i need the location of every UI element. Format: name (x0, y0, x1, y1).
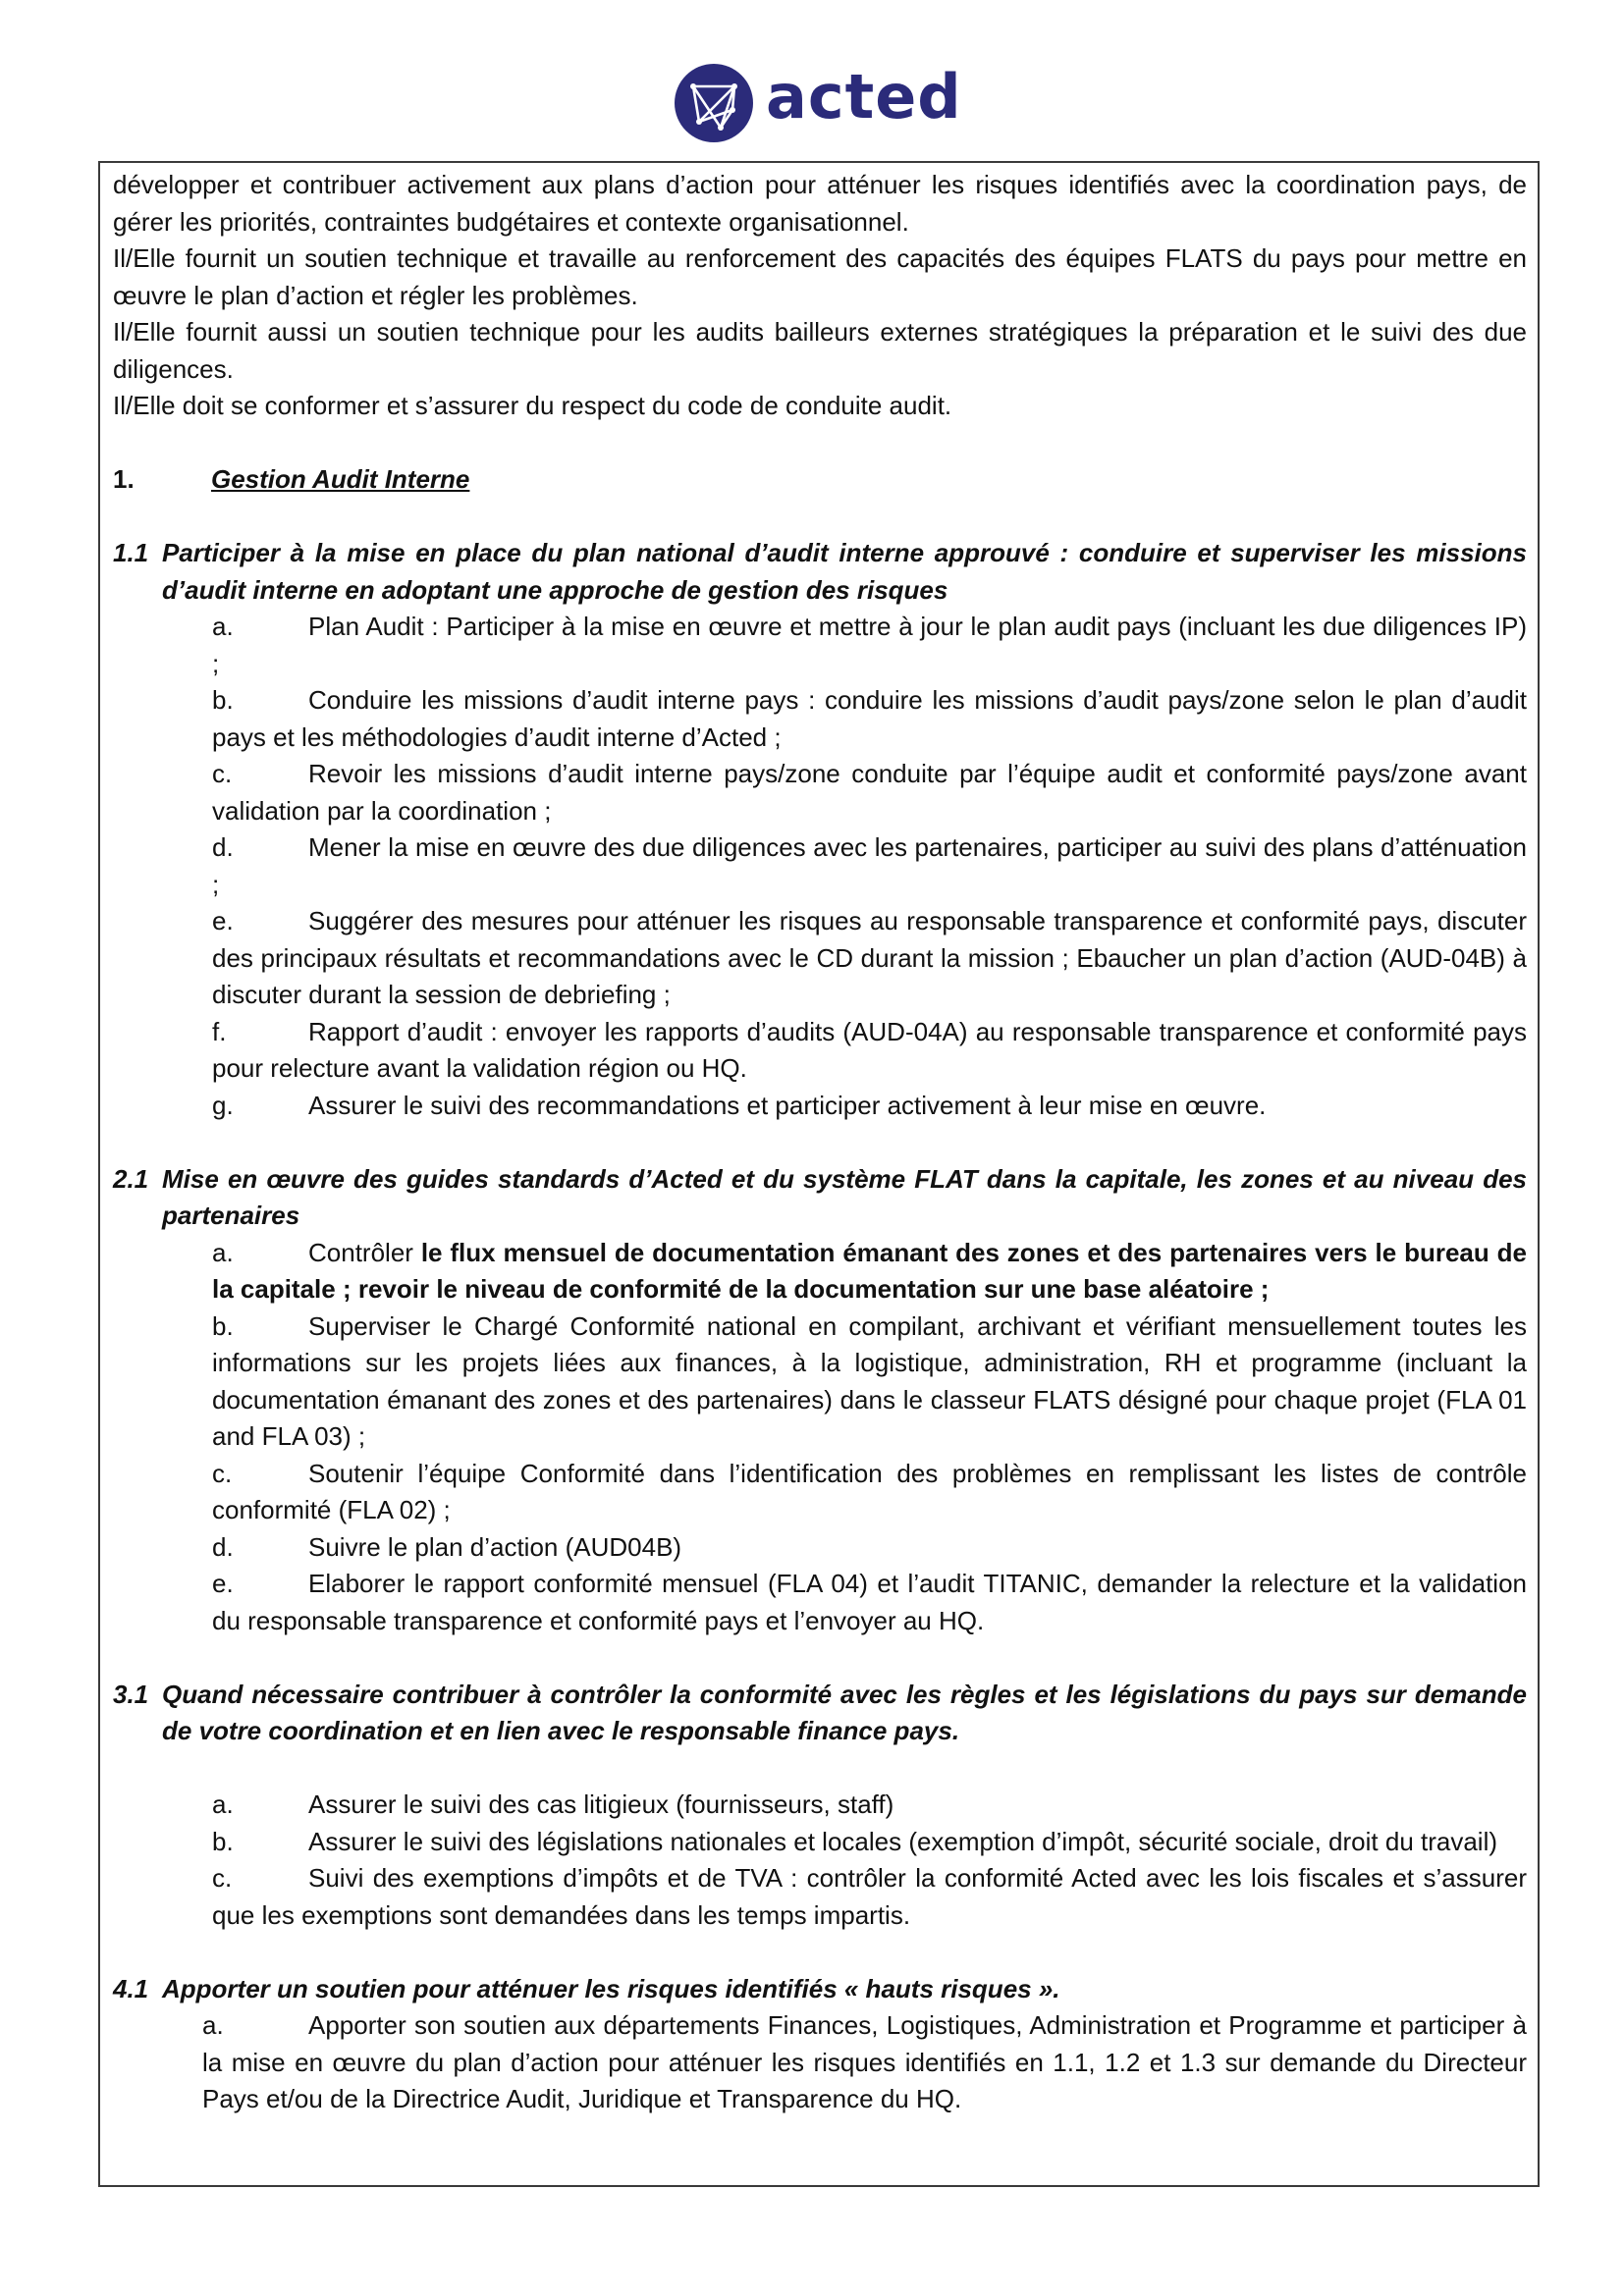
list-item (113, 903, 1527, 1014)
intro-paragraph: Il/Elle doit se conformer et s’assurer du respect du code de conduite audit. (113, 391, 952, 420)
list-item (113, 1787, 1527, 1824)
item-text: Mener la mise en œuvre des due diligences avec les partenaires, participer au suivi des plans d’atténuation ; (212, 832, 1527, 899)
item-letter: e. (212, 906, 234, 935)
item-text: Suggérer des mesures pour atténuer les risques au responsable transparence et conformité pays, discuter des principaux résultats et recommandations avec le CD durant la mission ; Ebaucher un plan d’action (AUD-04B) à discuter durant la session de debriefing ; (212, 906, 1527, 1009)
item-letter: d. (212, 832, 234, 862)
item-text: Suivre le plan d’action (AUD04B) (308, 1531, 682, 1562)
subsection-heading-4-1 (113, 1971, 1527, 2008)
list-item (113, 829, 1527, 903)
acted-logo-icon (674, 63, 754, 143)
subsection-heading-1-1 (113, 535, 1527, 609)
section-heading (113, 461, 1527, 499)
list-item (113, 1088, 1527, 1125)
item-letter: b. (212, 1310, 234, 1341)
item-letter: a. (212, 612, 234, 641)
item-letter: c. (212, 759, 233, 788)
item-text: Conduire les missions d’audit interne pays : conduire les missions d’audit pays/zone selon le plan d’audit pays et les méthodologies d’audit interne d’Acted ; (212, 685, 1527, 752)
subsection-number: 4.1 (113, 1973, 149, 2003)
list-item (113, 1456, 1527, 1529)
subsection-title: Participer à la mise en place du plan national d’audit interne approuvé : conduire et superviser les missions d’audit interne en adoptant une approche de gestion des risques (162, 538, 1527, 605)
item-letter: e. (212, 1569, 234, 1598)
item-letter: g. (212, 1090, 234, 1120)
item-letter: c. (212, 1863, 233, 1893)
list-item (113, 1529, 1527, 1567)
subsection-title: Apporter un soutien pour atténuer les risques identifiés « hauts risques ». (162, 1973, 1060, 2003)
subsection-title: Quand nécessaire contribuer à contrôler la conformité avec les règles et les législations du pays sur demande de votre coordination et en lien avec le responsable finance pays. (162, 1679, 1527, 1745)
item-text: Assurer le suivi des recommandations et participer activement à leur mise en œuvre. (308, 1090, 1267, 1120)
list-item (113, 1824, 1527, 1861)
list-item (113, 1235, 1527, 1308)
item-text-bold: le flux mensuel de documentation émanant des zones et des partenaires vers le bureau de la capitale ; revoir le niveau de conformité de la documentation sur une base aléatoire ; (212, 1237, 1527, 1304)
item-text: Assurer le suivi des cas litigieux (fournisseurs, staff) (308, 1789, 894, 1819)
list-item (113, 609, 1527, 682)
item-text: Plan Audit : Participer à la mise en œuvre et mettre à jour le plan audit pays (incluant les due diligences IP) ; (212, 612, 1527, 678)
brand-name: acted (766, 61, 962, 133)
item-text: Suivi des exemptions d’impôts et de TVA : contrôler la conformité Acted avec les lois fiscales et s’assurer que les exemptions sont demandées dans les temps impartis. (212, 1863, 1527, 1930)
acted-logo (674, 63, 962, 143)
list-item (113, 2007, 1527, 2118)
item-text: Elaborer le rapport conformité mensuel (FLA 04) et l’audit TITANIC, demander la relecture et la validation du responsable transparence et conformité pays et l’envoyer au HQ. (212, 1569, 1527, 1635)
item-letter: c. (212, 1458, 233, 1488)
list-item (113, 682, 1527, 756)
list-item (113, 1566, 1527, 1639)
item-letter: d. (212, 1531, 234, 1562)
intro-paragraph: développer et contribuer activement aux plans d’action pour atténuer les risques identifiés avec la coordination pays, de gérer les priorités, contraintes budgétaires et contexte organisationnel. (113, 170, 1527, 237)
item-letter: b. (212, 1826, 234, 1856)
subsection-number: 2.1 (113, 1163, 149, 1194)
intro-paragraph: Il/Elle fournit aussi un soutien technique pour les audits bailleurs externes stratégiques la préparation et le suivi des due diligences. (113, 317, 1527, 384)
item-letter: a. (212, 1789, 234, 1819)
item-text-prefix: Contrôler (308, 1237, 421, 1267)
item-text: Apporter son soutien aux départements Finances, Logistiques, Administration et Programme et participer à la mise en œuvre du plan d’action pour atténuer les risques identifiés en 1.1, 1.2 et 1.3 sur demande du Directeur Pays et/ou de la Directrice Audit, Juridique et Transparence du HQ. (202, 2010, 1527, 2113)
item-letter: f. (212, 1016, 227, 1046)
item-text: Rapport d’audit : envoyer les rapports d’audits (AUD-04A) au responsable transparence et conformité pays pour relecture avant la validation région ou HQ. (212, 1016, 1527, 1083)
list-item (113, 1860, 1527, 1934)
item-letter: b. (212, 685, 234, 715)
subsection-number: 3.1 (113, 1679, 149, 1709)
item-text: Revoir les missions d’audit interne pays/zone conduite par l’équipe audit et conformité pays/zone avant validation par la coordination ; (212, 759, 1527, 826)
intro-paragraph: Il/Elle fournit un soutien technique et travaille au renforcement des capacités des équipes FLATS du pays pour mettre en œuvre le plan d’action et régler les problèmes. (113, 243, 1527, 310)
item-text: Superviser le Chargé Conformité national en compilant, archivant et vérifiant mensuellement toutes les informations sur les projets liées aux finances, à la logistique, administration, RH et programme (incluant la documentation émanant des zones et des partenaires) dans le classeur FLATS désigné pour chaque projet (FLA 01 and FLA 03) ; (212, 1310, 1527, 1451)
subsection-number: 1.1 (113, 538, 149, 567)
section-title: Gestion Audit Interne (211, 464, 470, 494)
list-item (113, 756, 1527, 829)
subsection-heading-3-1 (113, 1677, 1527, 1750)
subsection-heading-2-1 (113, 1161, 1527, 1235)
item-text: Soutenir l’équipe Conformité dans l’identification des problèmes en remplissant les listes de contrôle conformité (FLA 02) ; (212, 1458, 1527, 1524)
list-item (113, 1308, 1527, 1456)
section-number: 1. (113, 464, 135, 494)
list-item (113, 1014, 1527, 1088)
document-body (113, 167, 1527, 2118)
item-text: Assurer le suivi des législations nationales et locales (exemption d’impôt, sécurité sociale, droit du travail) (308, 1826, 1498, 1856)
item-letter: a. (212, 1237, 234, 1267)
subsection-title: Mise en œuvre des guides standards d’Acted et du système FLAT dans la capitale, les zones et au niveau des partenaires (162, 1163, 1527, 1230)
item-letter: a. (202, 2010, 224, 2040)
